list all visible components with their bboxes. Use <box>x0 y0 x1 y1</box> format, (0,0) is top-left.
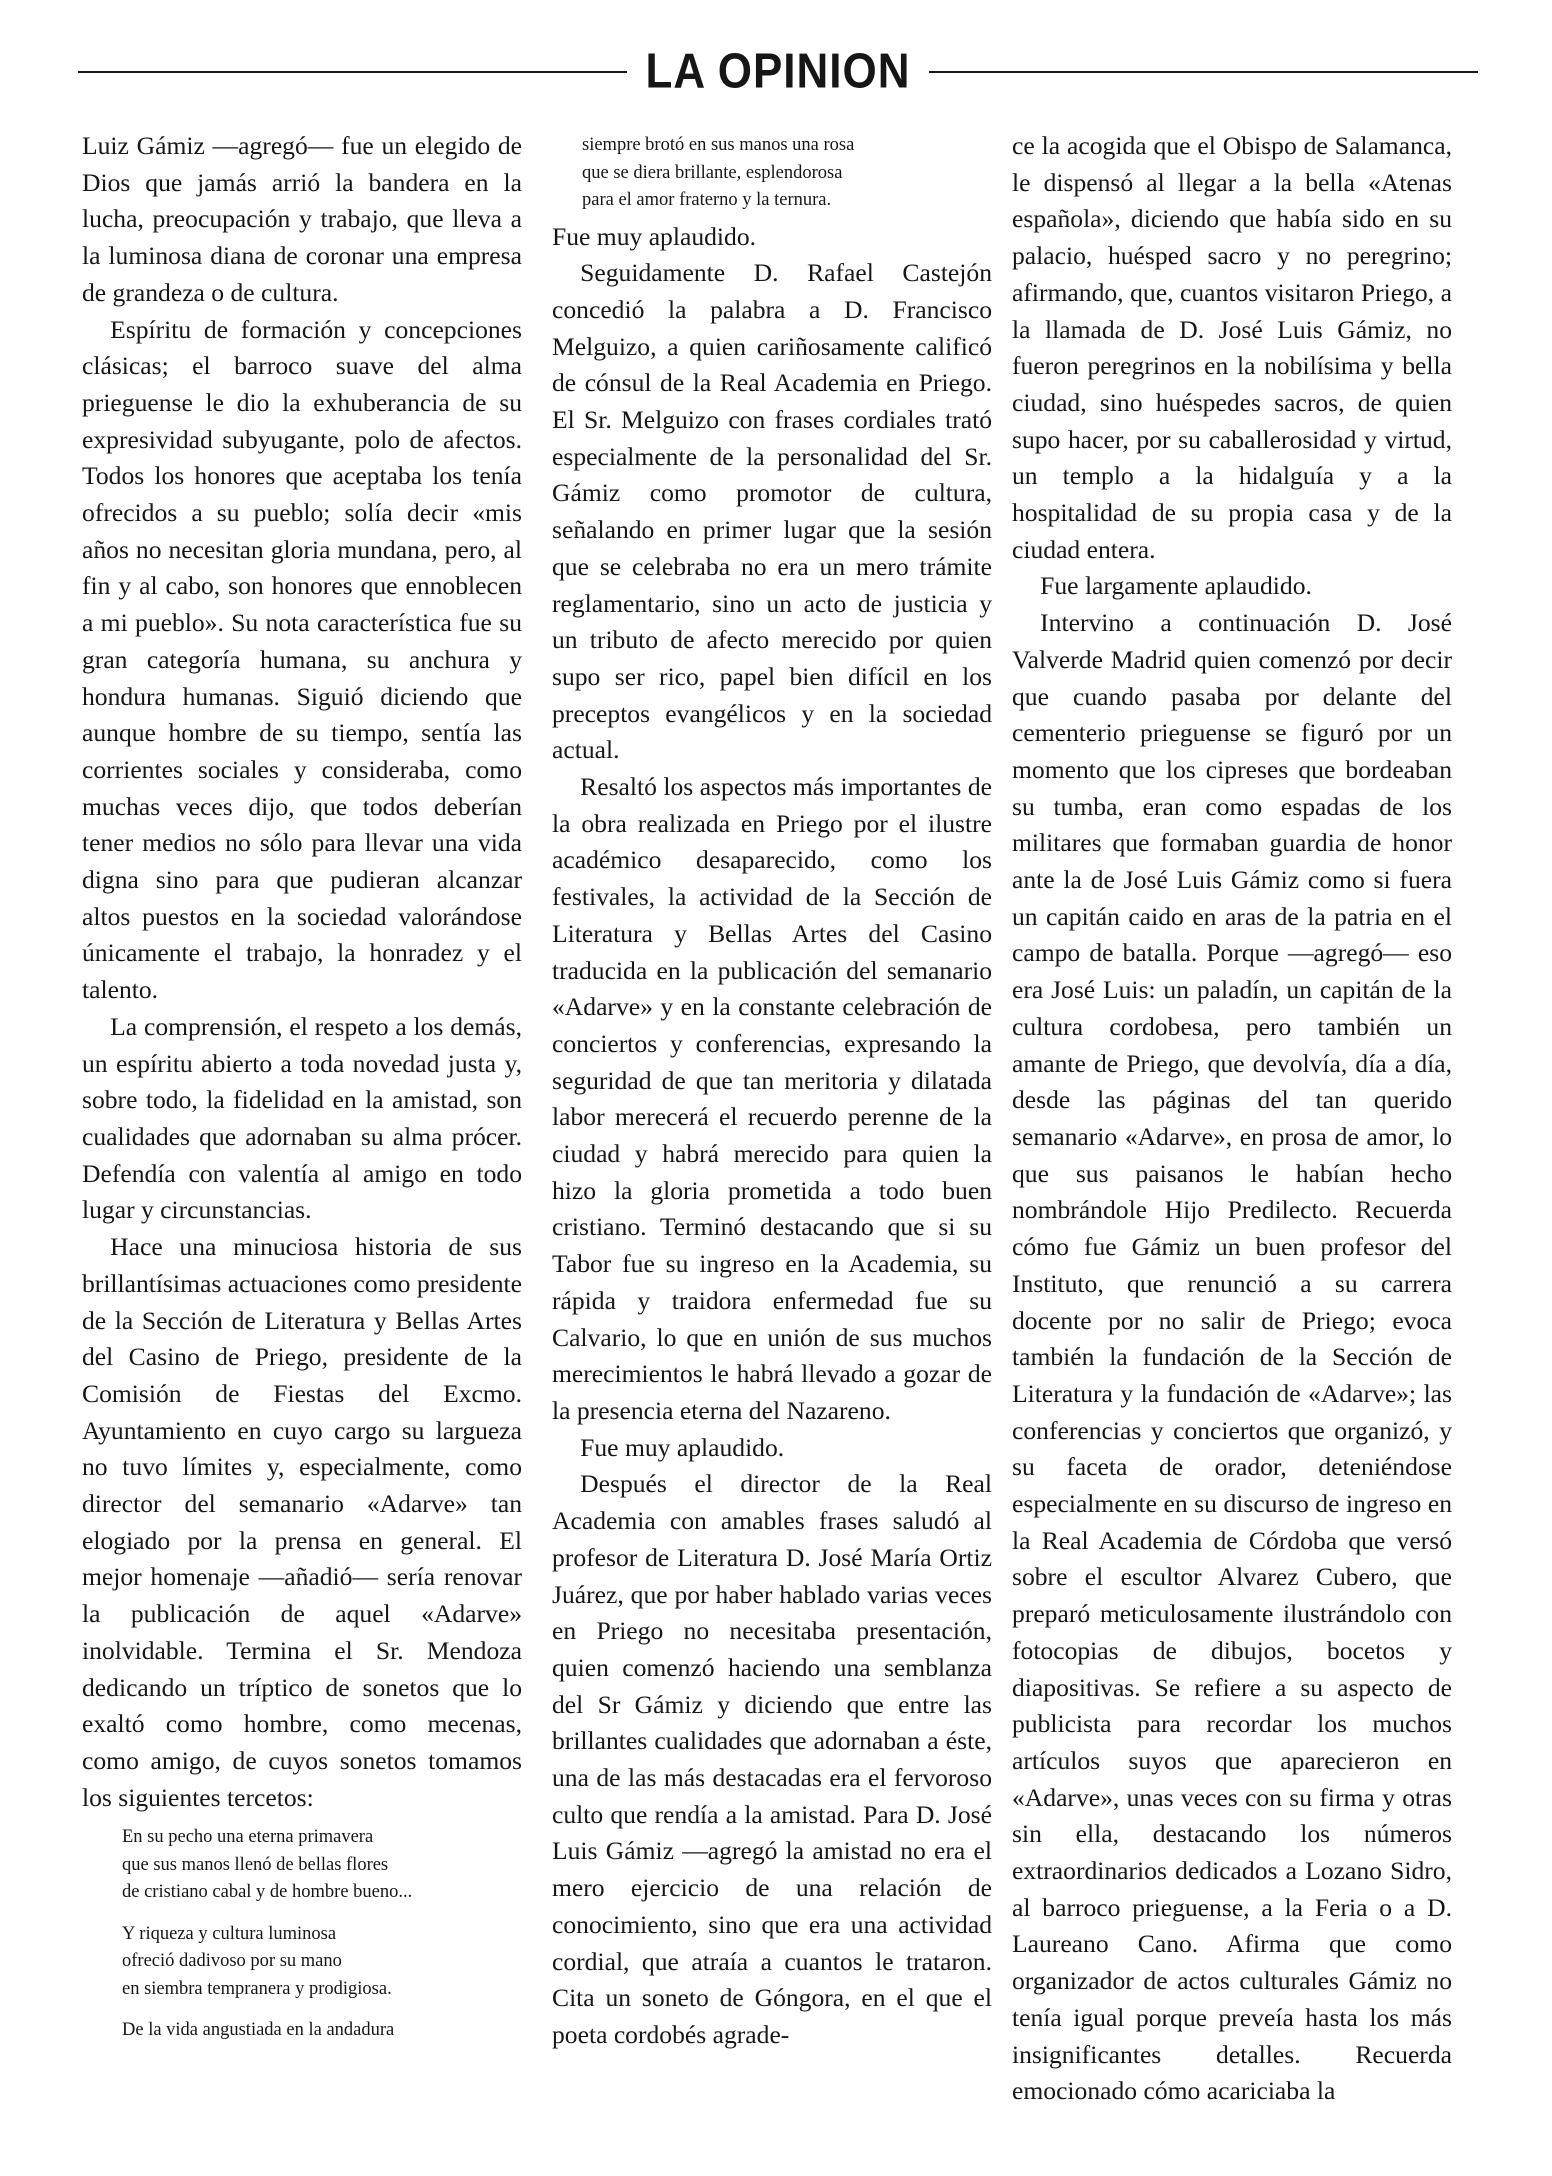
paragraph: La comprensión, el respeto a los demás, un espíritu abierto a toda novedad justa y, sobre todo, la fidelidad en la amistad, son cualidades que adornaban su alma prócer. Defendía con valentía al amigo en todo lugar y circunstancias. <box>82 1011 522 1225</box>
poem-tercets <box>582 132 992 215</box>
paragraph: Resaltó los aspectos más importantes de la obra realizada en Priego por el ilustre académico desaparecido, como los festivales, la actividad de la Sección de Literatura y Bellas Artes del Casino traducida en la publicación del semanario «Adarve» y en la constante celebración de conciertos y conferencias, expresando la seguridad de que tan meritoria y dilatada labor merecerá el recuerdo perenne de la ciudad y habrá merecido para quien la hizo la gloria prometida a todo buen cristiano. Terminó destacando que si su Tabor fue su ingreso en la Academia, su rápida y traidora enfermedad fue su Calvario, lo que en unión de sus muchos merecimientos le habrá llevado a gozar de la presencia eterna del Nazareno. <box>552 772 992 1425</box>
column-3 <box>1012 128 1452 2110</box>
paragraph: Luiz Gámiz —agregó— fue un elegido de Dios que jamás arrió la bandera en la lucha, preocupación y trabajo, que lleva a la luminosa diana de coronar una empresa de grandeza o de cultura. <box>82 131 522 307</box>
verse-line: siempre brotó en sus manos una rosa <box>582 135 855 155</box>
verse-line: de cristiano cabal y de hombre bueno... <box>122 1882 413 1903</box>
verse-line: ofreció dadivoso por su mano <box>122 1951 342 1972</box>
masthead-rule-left <box>78 71 627 73</box>
tercet <box>122 2017 522 2045</box>
paragraph: Hace una minuciosa historia de sus brillantísimas actuaciones como presidente de la Sección de Literatura y Bellas Artes del Casino de Priego, presidente de la Comisión de Fiestas del Excmo. Ayuntamiento en cuyo cargo su largueza no tuvo límites y, especialmente, como director del semanario «Adarve» tan elogiado por la prensa en general. El mejor homenaje —añadió— sería renovar la publicación de aquel «Adarve» inolvidable. Termina el Sr. Mendoza dedicando un tríptico de sonetos que lo exaltó como hombre, como mecenas, como amigo, de cuyos sonetos tomamos los siguientes tercetos: <box>82 1232 522 1812</box>
verse-line: En su pecho una eterna primavera <box>122 1827 374 1848</box>
tercet <box>122 1824 522 1907</box>
paragraph: Seguidamente D. Rafael Castejón concedió la palabra a D. Francisco Melguizo, a quien cariñosamente calificó de cónsul de la Real Academia en Priego. El Sr. Melguizo con frases cordiales trató especialmente de la personalidad del Sr. Gámiz como promotor de cultura, señalando en primer lugar que la sesión que se celebraba no era un mero trámite reglamentario, sino un acto de justicia y un tributo de afecto merecido por quien supo ser rico, papel bien difícil en los preceptos evangélicos y en la sociedad actual. <box>552 258 992 765</box>
column-1 <box>82 128 522 2059</box>
verse-line: De la vida angustiada en la andadura <box>122 2020 395 2041</box>
masthead <box>78 42 1478 102</box>
verse-line: en siembra tempranera y prodigiosa. <box>122 1978 392 1999</box>
verse-line: Y riqueza y cultura luminosa <box>122 1923 337 1944</box>
paragraph: Intervino a continuación D. José Valverde Madrid quien comenzó por decir que cuando pasaba por delante del cementerio prieguense se figuró por un momento que los cipreses que bordeaban su tumba, eran como espadas de los militares que formaban guardia de honor ante la de José Luis Gámiz como si fuera un capitán caido en aras de la patria en el campo de batalla. Porque —agregó— eso era José Luis: un paladín, un capitán de la cultura cordobesa, pero también un amante de Priego, que devolvía, día a día, desde las páginas del tan querido semanario «Adarve», en prosa de amor, lo que sus paisanos le habían hecho nombrándole Hijo Predilecto. Recuerda cómo fue Gámiz un buen profesor del Instituto, que renunció a su carrera docente por no salir de Priego; evoca también la fundación de la Sección de Literatura y la fundación de «Adarve»; las conferencias y conciertos que organizó, y su faceta de orador, deteniéndose especialmente en su discurso de ingreso en la Real Academia de Córdoba que versó sobre el escultor Alvarez Cubero, que preparó meticulosamente ilustrándolo con fotocopias de dibujos, bocetos y diapositivas. Se refiere a su aspecto de publicista para recordar los muchos artículos suyos que aparecieron en «Adarve», unas veces con su firma y otras sin ella, destacando los números extraordinarios dedicados a Lozano Sidro, al barroco prieguense, a la Feria o a D. Laureano Cano. Afirma que como organizador de actos culturales Gámiz no tenía igual porque preveía hasta los más insignificantes detalles. Recuerda emocionado cómo acariciaba la <box>1012 608 1452 2106</box>
verse-line: que sus manos llenó de bellas flores <box>122 1854 389 1875</box>
paragraph: Después el director de la Real Academia con amables frases saludó al profesor de Literatura D. José María Ortiz Juárez, que por haber hablado varias veces en Priego no necesitaba presentación, quien comenzó haciendo una semblanza del Sr Gámiz y diciendo que entre las brillantes cualidades que adornaban a éste, una de las más destacadas era el fervoroso culto que rendía a la amistad. Para D. José Luis Gámiz —agregó la amistad no era el mero ejercicio de una relación de conocimiento, sino que era una actividad cordial, que atraía a cuantos le trataron. Cita un soneto de Góngora, en el que el poeta cordobés agrade- <box>552 1469 992 2049</box>
paragraph: Fue muy aplaudido. <box>580 1432 785 1462</box>
column-2 <box>552 128 992 2054</box>
verse-line: que se diera brillante, esplendorosa <box>582 162 843 183</box>
paragraph: Espíritu de formación y concepciones clásicas; el barroco suave del alma prieguense le dio la exhuberancia de su expresividad subyugante, polo de afectos. Todos los honores que aceptaba los tenía ofrecidos a su pueblo; solía decir «mis años no necesitan gloria mundana, pero, al fin y al cabo, son honores que ennoblecen a mi pueblo». Su nota característica fue su gran categoría humana, su anchura y hondura humanas. Siguió diciendo que aunque hombre de su tiempo, sentía las corrientes sociales y consideraba, como muchas veces dijo, que todos deberían tener medios no sólo para llevar una vida digna sino para que pudieran alcanzar altos puestos en la sociedad valorándose únicamente el trabajo, la honradez y el talento. <box>82 314 522 1005</box>
paragraph: ce la acogida que el Obispo de Salamanca, le dispensó al llegar a la bella «Atenas española», diciendo que había sido en su palacio, huésped sacro y no peregrino; afirmando, que, cuantos visitaron Priego, a la llamada de D. José Luis Gámiz, no fueron peregrinos en la nobilísima y bella ciudad, sino huéspedes sacros, de quien supo hacer, por su caballerosidad y virtud, un templo a la hidalguía y a la hospitalidad de su propia casa y de la ciudad entera. <box>1012 131 1452 564</box>
page-title: LA OPINION <box>645 44 911 99</box>
verse-line: para el amor fraterno y la ternura. <box>582 190 832 210</box>
tercet <box>582 132 992 215</box>
paragraph: Fue muy aplaudido. <box>552 221 757 251</box>
paragraph: Fue largamente aplaudido. <box>1040 571 1312 601</box>
poem-tercets <box>122 1824 522 2045</box>
tercet <box>122 1921 522 2004</box>
masthead-rule-right <box>929 71 1478 73</box>
